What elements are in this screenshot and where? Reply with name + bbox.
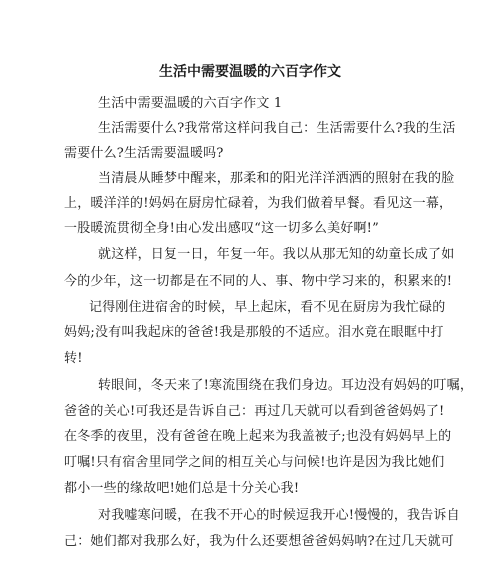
paragraph-line: 今的少年，这一切都是在不同的人、事、物中学习来的，积累来的! xyxy=(64,274,453,289)
document-subtitle: 生活中需要温暖的六百字作文 1 xyxy=(98,96,283,111)
paragraph-line: 记得刚住进宿舍的时候，早上起床，看不见在厨房为我忙碌的 xyxy=(89,300,446,315)
paragraph-line: 就这样，日复一日，年复一年。我以从那无知的幼童长成了如 xyxy=(98,247,455,262)
document-title: 生活中需要温暖的六百字作文 xyxy=(159,64,341,80)
paragraph-line: 一股暖流贯彻全身!由心发出感叹“这一切多么美好啊!” xyxy=(64,221,379,236)
paragraph-line: 爸爸的关心!可我还是告诉自己：再过几天就可以看到爸爸妈妈了! xyxy=(64,404,445,419)
paragraph-line: 妈妈;没有叫我起床的爸爸!我是那般的不适应。泪水竟在眼眶中打 xyxy=(64,325,444,340)
paragraph-line: 生活需要什么?我常常这样问我自己：生活需要什么?我的生活 xyxy=(98,121,456,136)
paragraph-line: 转! xyxy=(64,351,83,366)
paragraph-line: 当清晨从睡梦中醒来，那柔和的阳光洋洋洒洒的照射在我的脸 xyxy=(98,171,455,186)
paragraph-line: 转眼间，冬天来了!寒流围绕在我们身边。耳边没有妈妈的叮嘱， xyxy=(98,378,474,393)
paragraph-line: 在冬季的夜里，没有爸爸在晚上起来为我盖被子;也没有妈妈早上的 xyxy=(64,429,452,444)
paragraph-line: 都小一些的缘故吧!她们总是十分关心我! xyxy=(64,481,300,496)
paragraph-line: 需要什么?生活需要温暖吗? xyxy=(64,146,224,161)
paragraph-line: 对我嘘寒问暖，在我不开心的时候逗我开心!慢慢的，我告诉自 xyxy=(98,508,460,523)
paragraph-line: 己：她们都对我那么好，我为什么还要想爸爸妈妈呐?在过几天就可 xyxy=(64,534,454,549)
paragraph-line: 上，暖洋洋的!妈妈在厨房忙碌着，为我们做着早餐。看见这一幕， xyxy=(64,196,453,211)
paragraph-line: 叮嘱!只有宿舍里同学之间的相互关心与问候!也许是因为我比她们 xyxy=(64,455,445,470)
